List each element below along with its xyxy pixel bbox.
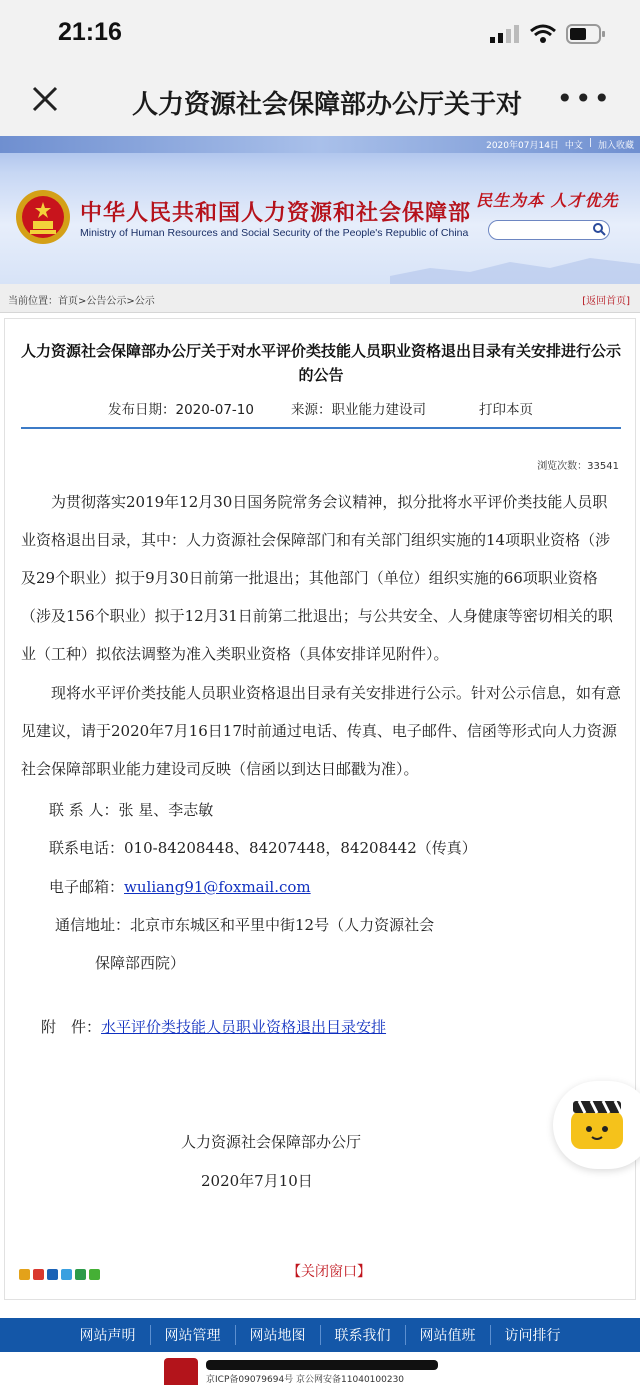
footer-nav — [0, 1318, 640, 1352]
great-wall-decoration — [390, 246, 640, 284]
body-paragraph-2: 现将水平评价类技能人员职业资格退出目录有关安排进行公示。针对公示信息，如有意见建议，请于2020年7月16日17时前通过电话、传真、电子邮件、信函等形式向人力资源社会保障部职业能力建设司反映（信函以到达日邮戳为准）。 — [21, 684, 622, 778]
lang-link[interactable]: 中文 — [564, 141, 583, 151]
icp-record: 京ICP备09079694号 京公网安备11040100230 — [206, 1375, 405, 1385]
breadcrumb — [0, 284, 640, 313]
sign-date: 2020年7月10日 — [201, 1172, 313, 1190]
close-icon[interactable] — [28, 82, 62, 116]
ministry-name-cn: 中华人民共和国人力资源和社会保障部 — [80, 200, 472, 226]
status-bar — [0, 0, 640, 66]
attachment-link[interactable]: 水平评价类技能人员职业资格退出目录安排 — [101, 1018, 387, 1036]
page-title: 人力资源社会保障部办公厅关于对 — [132, 90, 522, 120]
share-weibo-icon[interactable] — [33, 1269, 44, 1280]
breadcrumb-label: 当前位置：首页>公告公示>公示 — [8, 296, 155, 307]
breadcrumb-path[interactable]: 首页>公告公示>公示 — [58, 296, 155, 307]
site-banner — [0, 136, 640, 284]
article-source: 来源：职业能力建设司 — [291, 402, 426, 418]
share-renren-icon[interactable] — [47, 1269, 58, 1280]
favorite-link[interactable]: 加入收藏 — [597, 141, 634, 151]
back-home-link[interactable]: [返回首页] — [582, 296, 630, 307]
floating-assistant-button[interactable] — [553, 1081, 640, 1169]
share-qq-icon[interactable] — [61, 1269, 72, 1280]
slogan: 民生为本 人才优先 — [476, 191, 619, 210]
view-count: 浏览次数：33541 — [537, 461, 619, 472]
wifi-icon — [530, 24, 556, 44]
article-panel — [4, 318, 636, 1300]
party-emblem-icon — [164, 1358, 198, 1385]
footer-link-ranking[interactable]: 访问排行 — [504, 1328, 561, 1344]
share-icons — [19, 1269, 100, 1280]
contact-person: 联 系 人：张 星、李志敏 — [49, 801, 214, 819]
footer-link-contact[interactable]: 联系我们 — [321, 1325, 406, 1345]
redacted-text — [206, 1360, 438, 1370]
clapperboard-icon — [567, 1095, 627, 1155]
address-line-1: 通信地址：北京市东城区和平里中街12号（人力资源社会 — [55, 916, 435, 934]
article-title: 人力资源社会保障部办公厅关于对水平评价类技能人员职业资格退出目录有关安排进行公示的公告 — [21, 342, 622, 384]
status-icons — [490, 24, 606, 44]
footer-link-management[interactable]: 网站管理 — [151, 1325, 236, 1345]
title-divider — [21, 427, 621, 429]
national-emblem-icon — [14, 188, 72, 246]
signal-icon — [490, 25, 520, 43]
top-strip — [0, 136, 640, 153]
contact-phone: 联系电话：010-84208448、84207448，84208442（传真） — [49, 839, 477, 857]
close-window-link[interactable]: 【关闭窗口】 — [287, 1264, 371, 1280]
footer-link-sitemap[interactable]: 网站地图 — [236, 1325, 321, 1345]
share-wechat-icon[interactable] — [89, 1269, 100, 1280]
banner-date: 2020年07月14日 — [486, 141, 559, 151]
separator: | — [588, 138, 592, 148]
publish-date: 发布日期：2020-07-10 — [108, 402, 254, 418]
sign-organization: 人力资源社会保障部办公厅 — [181, 1133, 362, 1151]
search-icon[interactable] — [592, 222, 606, 236]
contact-email: 电子邮箱：wuliang91@foxmail.com — [49, 878, 311, 896]
footer-link-duty[interactable]: 网站值班 — [406, 1325, 491, 1345]
ministry-name-en: Ministry of Human Resources and Social Security of the People's Republic of China — [80, 227, 469, 239]
footer-link-statement[interactable]: 网站声明 — [66, 1325, 151, 1345]
share-qzone-icon[interactable] — [19, 1269, 30, 1280]
email-link[interactable]: wuliang91@foxmail.com — [124, 878, 311, 896]
print-link[interactable]: 打印本页 — [479, 402, 533, 418]
address-line-2: 保障部西院） — [95, 954, 186, 972]
more-icon[interactable]: ••• — [556, 82, 612, 115]
battery-icon — [566, 24, 606, 44]
share-douban-icon[interactable] — [75, 1269, 86, 1280]
body-paragraph-1: 为贯彻落实2019年12月30日国务院常务会议精神，拟分批将水平评价类技能人员职业资格退出目录，其中：人力资源社会保障部门和有关部门组织实施的14项职业资格（涉及29个职业）拟于9月30日前第一批退出；其他部门（单位）组织实施的66项职业资格（涉及156个职业）拟于12月31日前第二批退出；与公共安全、人身健康等密切相关的职业（工种）拟依法调整为准入类职业资格（具体安排详见附件）。 — [21, 493, 613, 663]
browser-nav-bar — [0, 66, 640, 137]
search-input[interactable] — [488, 220, 610, 240]
footer — [0, 1352, 640, 1385]
attachment: 附 件：水平评价类技能人员职业资格退出目录安排 — [41, 1018, 387, 1036]
status-time: 21:16 — [58, 18, 122, 46]
